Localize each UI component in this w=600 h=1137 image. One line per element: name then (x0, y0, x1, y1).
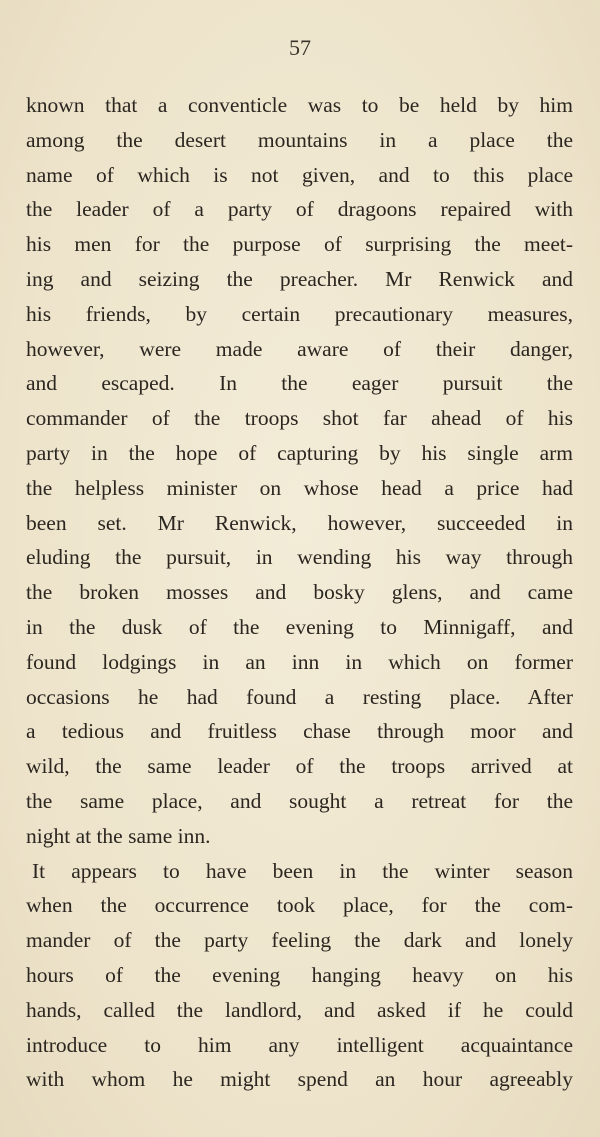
body-text (26, 88, 573, 1097)
text-line: commander of the troops shot far ahead of his (26, 406, 573, 431)
text-line: his friends, by certain precautionary measures, (26, 301, 573, 326)
text-line: eluding the pursuit, in wending his way through (26, 545, 573, 570)
text-line: hours of the evening hanging heavy on his (26, 962, 573, 987)
text-line: and escaped. In the eager pursuit the (26, 371, 573, 396)
text-line: mander of the party feeling the dark and lonely (26, 928, 573, 953)
text-line: been set. Mr Renwick, however, succeeded in (26, 510, 573, 535)
text-line: a tedious and fruitless chase through moor and (26, 719, 573, 744)
text-line: name of which is not given, and to this place (26, 162, 573, 187)
text-line: night at the same inn. (26, 823, 211, 848)
text-line: known that a conventicle was to be held by him (26, 93, 573, 117)
text-line: the broken mosses and bosky glens, and came (26, 580, 573, 605)
text-line: hands, called the landlord, and asked if he could (26, 997, 573, 1022)
text-line: the helpless minister on whose head a price had (26, 475, 573, 500)
text-line: with whom he might spend an hour agreeably (26, 1067, 573, 1092)
text-line: however, were made aware of their danger, (26, 336, 573, 361)
text-line: introduce to him any intelligent acquaintance (26, 1032, 573, 1057)
text-line: ing and seizing the preacher. Mr Renwick and (26, 266, 573, 291)
text-line: It appears to have been in the winter season (32, 858, 573, 883)
text-line: when the occurrence took place, for the com- (26, 893, 573, 918)
text-line: found lodgings in an inn in which on former (26, 649, 573, 674)
text-line: the same place, and sought a retreat for the (26, 788, 573, 813)
text-line: in the dusk of the evening to Minnigaff, and (26, 614, 573, 639)
text-line: the leader of a party of dragoons repaired with (26, 197, 573, 222)
page-number: 57 (289, 35, 311, 60)
text-line: party in the hope of capturing by his single arm (26, 440, 573, 465)
text-line: his men for the purpose of surprising the meet- (26, 232, 573, 257)
text-line: wild, the same leader of the troops arrived at (26, 754, 573, 779)
text-line: among the desert mountains in a place the (26, 127, 573, 152)
text-line: occasions he had found a resting place. After (26, 684, 573, 709)
